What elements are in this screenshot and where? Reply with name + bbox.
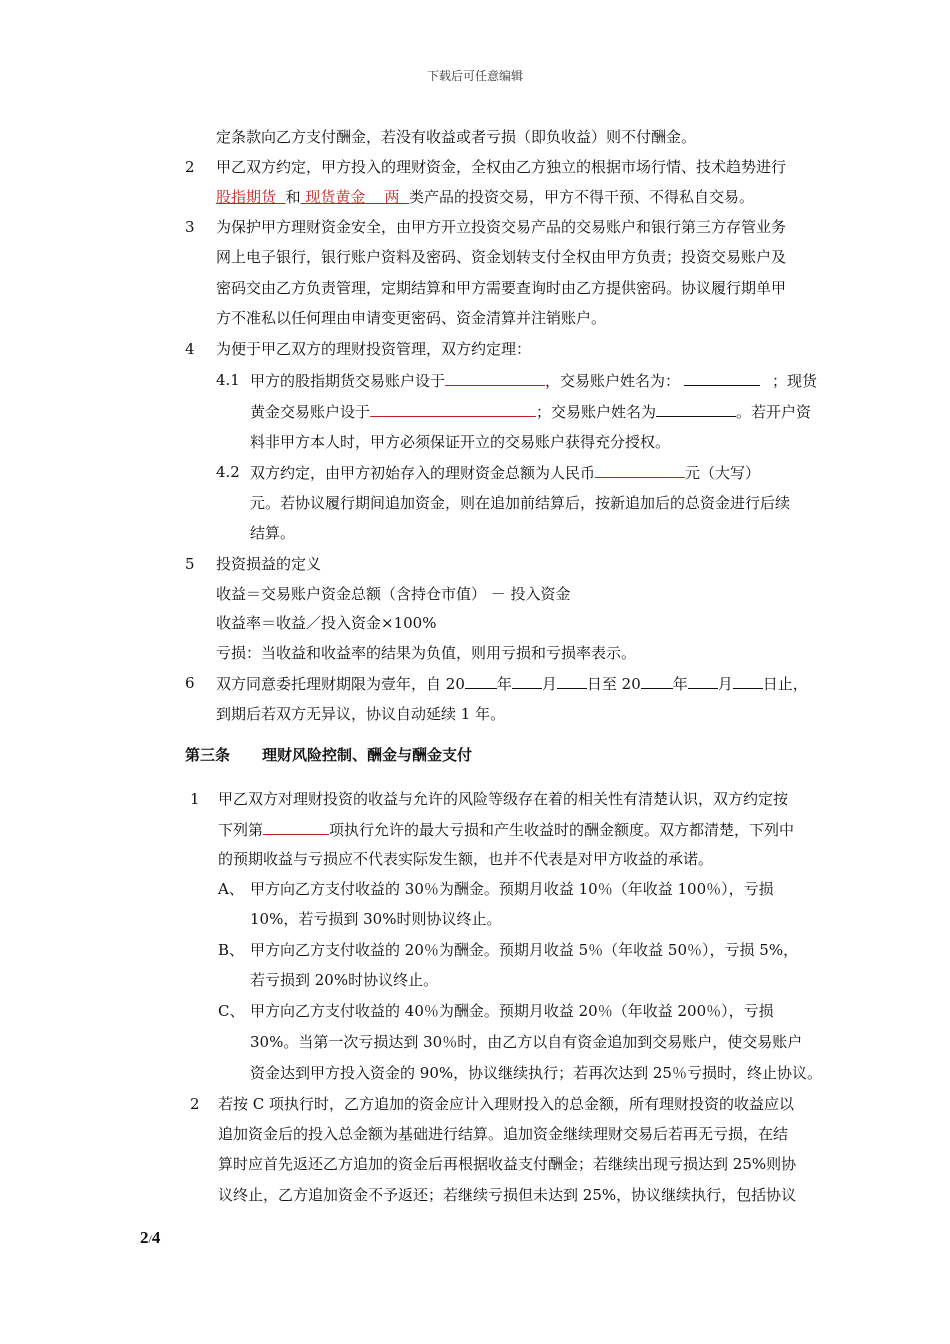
and-word: 和 bbox=[285, 188, 301, 206]
option-label: C、 bbox=[218, 1002, 245, 1020]
text-line: 为保护甲方理财资金安全，由甲方开立投资交易产品的交易账户和银行第三方存管业务 bbox=[216, 218, 787, 236]
text-line: 若亏损到 20%时协议终止。 bbox=[250, 971, 439, 989]
section-title: 理财风险控制、酬金与酬金支付 bbox=[262, 746, 473, 764]
text-line: 追加资金后的投入总金额为基础进行结算。追加资金继续理财交易后若再无亏损，在结 bbox=[218, 1125, 789, 1143]
subitem-number: 4.2 bbox=[216, 463, 240, 481]
text-line: 定条款向乙方支付酬金，若没有收益或者亏损（即负收益）则不付酬金。 bbox=[216, 128, 697, 146]
item-number: 3 bbox=[185, 218, 195, 236]
text-line: 双方约定，由甲方初始存入的理财资金总额为人民币 元（大写） bbox=[250, 464, 761, 482]
filled-product-1: 股指期货 bbox=[216, 188, 277, 206]
text-line: 甲方的股指期货交易账户设于 ，交易账户姓名为： ；现货 bbox=[250, 372, 818, 390]
text-line: 密码交由乙方负责管理，定期结算和甲方需要查询时由乙方提供密码。协议履行期单甲 bbox=[216, 279, 787, 297]
text-line: 的预期收益与亏损应不代表实际发生额，也并不代表是对甲方收益的承诺。 bbox=[218, 850, 714, 868]
text-line: 议终止，乙方追加资金不予返还；若继续亏损但未达到 25%，协议继续执行，包括协议 bbox=[218, 1186, 797, 1204]
end-day-blank[interactable] bbox=[733, 674, 763, 689]
filled-count: 两 bbox=[384, 188, 400, 206]
text-line: 方不准私以任何理由申请变更密码、资金清算并注销账户。 bbox=[216, 309, 607, 327]
item-number: 4 bbox=[185, 340, 195, 358]
end-year-blank[interactable] bbox=[641, 674, 673, 689]
text-line: 黄金交易账户设于 ；交易账户姓名为 。若开户资 bbox=[250, 403, 812, 421]
text-line: 亏损：当收益和收益率的结果为负值，则用亏损和亏损率表示。 bbox=[216, 644, 637, 662]
end-month-blank[interactable] bbox=[688, 674, 718, 689]
page-header: 下载后可任意编辑 bbox=[426, 69, 523, 83]
formula-line: 收益率＝收益／投入资金×100% bbox=[216, 614, 437, 632]
futures-account-blank[interactable] bbox=[445, 371, 545, 386]
item-number: 1 bbox=[190, 790, 200, 808]
option-label: B、 bbox=[218, 941, 245, 959]
text-line: 甲乙双方约定，甲方投入的理财资金，全权由乙方独立的根据市场行情、技术趋势进行 bbox=[216, 158, 787, 176]
text-line: 双方同意委托理财期限为壹年，自 20 年 月 日至 20 年 月 日止， bbox=[216, 675, 808, 693]
day-blank[interactable] bbox=[557, 674, 587, 689]
text-line: 资金达到甲方投入资金的 90%，协议继续执行；若再次达到 25％亏损时，终止协议。 bbox=[250, 1064, 822, 1082]
text-line: 算时应首先返还乙方追加的资金后再根据收益支付酬金；若继续出现亏损达到 25%则协 bbox=[218, 1155, 797, 1173]
text-line: 若按 C 项执行时，乙方追加的资金应计入理财投入的总金额，所有理财投资的收益应以 bbox=[218, 1095, 795, 1113]
text-line: 10%，若亏损到 30%时则协议终止。 bbox=[250, 910, 502, 928]
filled-product-2: 现货黄金 bbox=[305, 188, 366, 206]
text-line: 到期后若双方无异议，协议自动延续 1 年。 bbox=[216, 705, 506, 723]
section-number: 第三条 bbox=[185, 746, 231, 764]
gold-name-blank[interactable] bbox=[656, 402, 736, 417]
text-line: 网上电子银行，银行账户资料及密码、资金划转支付全权由甲方负责；投资交易账户及 bbox=[216, 248, 787, 266]
text-line: 为便于甲乙双方的理财投资管理，双方约定理： bbox=[216, 340, 532, 358]
page-number: 2/4 bbox=[140, 1228, 161, 1247]
text-line: 30%。当第一次亏损达到 30％时，由乙方以自有资金追加到交易账户，使交易账户 bbox=[250, 1033, 803, 1051]
futures-name-blank[interactable] bbox=[684, 371, 760, 386]
text-line: 料非甲方本人时，甲方必须保证开立的交易账户获得充分授权。 bbox=[250, 433, 671, 451]
text-line: 下列第 项执行允许的最大亏损和产生收益时的酬金额度。双方都清楚，下列中 bbox=[218, 821, 795, 839]
text-line: 股指期货 和 现货黄金 两 类产品的投资交易，甲方不得干预、不得私自交易。 bbox=[216, 188, 755, 206]
text-line: 投资损益的定义 bbox=[216, 555, 322, 573]
item-number: 2 bbox=[185, 158, 195, 176]
text-line: 结算。 bbox=[250, 524, 296, 542]
text-line: 甲方向乙方支付收益的 30％为酬金。预期月收益 10％（年收益 100％），亏损 bbox=[250, 880, 774, 898]
formula-line: 收益＝交易账户资金总额（含持仓市值） － 投入资金 bbox=[216, 585, 571, 603]
text-line: 甲方向乙方支付收益的 40％为酬金。预期月收益 20％（年收益 200％），亏损 bbox=[250, 1002, 774, 1020]
item-number: 2 bbox=[190, 1095, 200, 1113]
item-number: 5 bbox=[185, 555, 195, 573]
text-line: 元。若协议履行期间追加资金，则在追加前结算后，按新追加后的总资金进行后续 bbox=[250, 494, 791, 512]
item-number: 6 bbox=[185, 674, 195, 692]
option-label: A、 bbox=[218, 880, 244, 898]
month-blank[interactable] bbox=[512, 674, 542, 689]
text-line: 甲乙双方对理财投资的收益与允许的风险等级存在着的相关性有清楚认识，双方约定按 bbox=[218, 790, 789, 808]
option-blank[interactable] bbox=[263, 820, 329, 835]
amount-blank[interactable] bbox=[595, 463, 685, 478]
subitem-number: 4.1 bbox=[216, 371, 240, 389]
text-line: 甲方向乙方支付收益的 20％为酬金。预期月收益 5％（年收益 50％），亏损 5%， bbox=[250, 941, 799, 959]
gold-account-blank[interactable] bbox=[370, 402, 536, 417]
year-blank[interactable] bbox=[465, 674, 497, 689]
